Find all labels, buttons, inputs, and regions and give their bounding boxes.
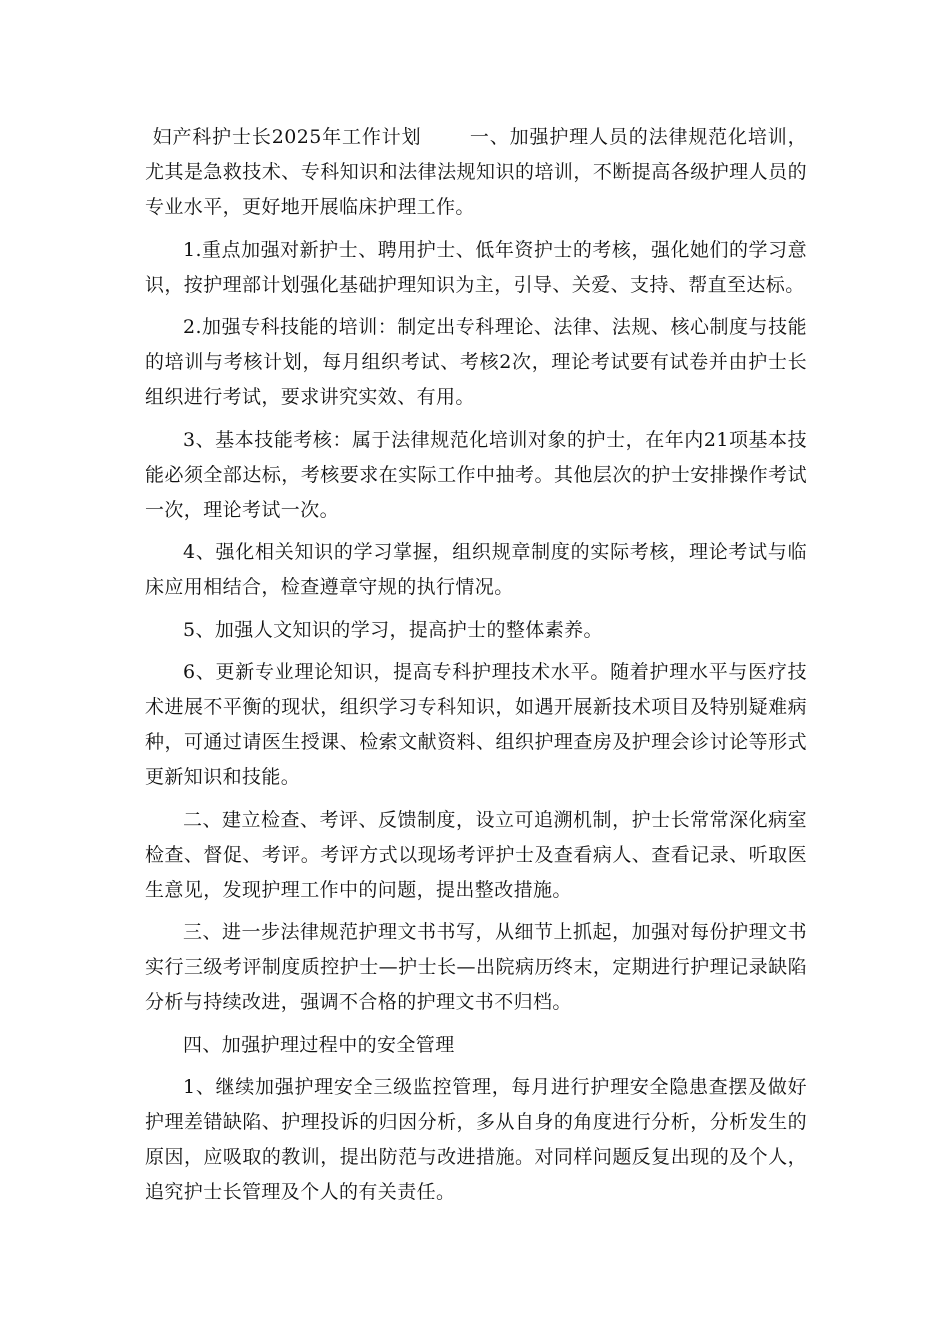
document-body [145,120,807,1218]
paragraph-6: 6、更新专业理论知识，提高专科护理技术水平。随着护理水平与医疗技术进展不平衡的现状，组织学习专科知识，如遇开展新技术项目及特别疑难病种，可通过请医生授课、检索文献资料、组织护理查房及护理会诊讨论等形式更新知识和技能。 [145,661,807,788]
paragraph-3: 3、基本技能考核：属于法律规范化培训对象的护士，在年内21项基本技能必须全部达标，考核要求在实际工作中抽考。其他层次的护士安排操作考试一次，理论考试一次。 [145,428,807,521]
paragraph-9: 1、继续加强护理安全三级监控管理，每月进行护理安全隐患查摆及做好护理差错缺陷、护理投诉的归因分析，多从自身的角度进行分析，分析发生的原因，应吸取的教训，提出防范与改进措施。对同样问题反复出现的及个人，追究护士长管理及个人的有关责任。 [145,1076,807,1203]
paragraph-8: 三、进一步法律规范护理文书书写，从细节上抓起，加强对每份护理文书实行三级考评制度质控护士—护士长—出院病历终末，定期进行护理记录缺陷分析与持续改进，强调不合格的护理文书不归档。 [145,921,807,1013]
intro-text: 一、加强护理人员的法律规范化培训，尤其是急救技术、专科知识和法律法规知识的培训，不断提高各级护理人员的专业水平，更好地开展临床护理工作。 [145,126,807,218]
paragraph-7: 二、建立检查、考评、反馈制度，设立可追溯机制，护士长常常深化病室检查、督促、考评。考评方式以现场考评护士及查看病人、查看记录、听取医生意见，发现护理工作中的问题，提出整改措施。 [145,808,807,901]
paragraph-5: 5、加强人文知识的学习，提高护士的整体素养。 [183,618,603,641]
paragraph-1: 1.重点加强对新护士、聘用护士、低年资护士的考核，强化她们的学习意识，按护理部计划强化基础护理知识为主，引导、关爱、支持、帮直至达标。 [145,238,807,296]
title-paragraph [145,120,807,225]
section-heading: 四、加强护理过程中的安全管理 [183,1033,455,1056]
document-title: 妇产科护士长2025年工作计划 [152,126,422,148]
paragraph-2: 2.加强专科技能的培训：制定出专科理论、法律、法规、核心制度与技能的培训与考核计划，每月组织考试、考核2次，理论考试要有试卷并由护士长组织进行考试，要求讲究实效、有用。 [145,316,807,408]
paragraph-4: 4、强化相关知识的学习掌握，组织规章制度的实际考核，理论考试与临床应用相结合，检查遵章守规的执行情况。 [145,541,807,598]
